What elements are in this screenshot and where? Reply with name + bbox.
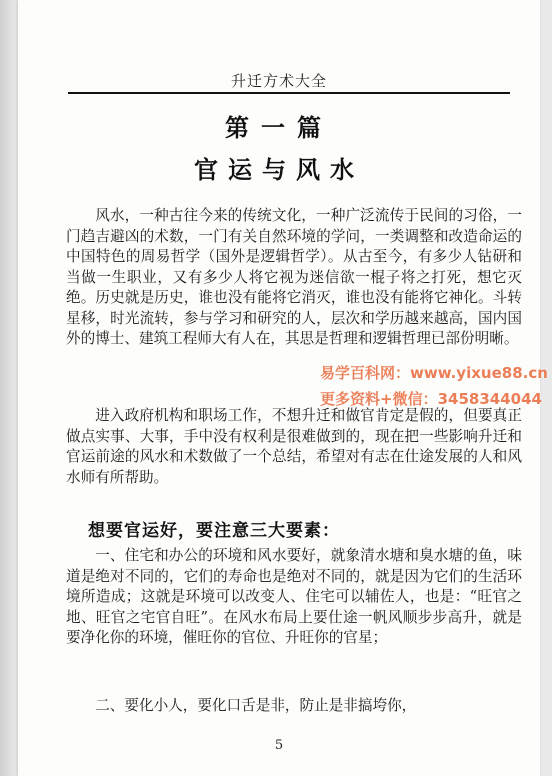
paragraph-1: 风水，一种古往今来的传统文化，一种广泛流传于民间的习俗，一门趋吉避凶的术数，一门有关自然环境的学问，一类调整和改造命运的中国特色的周易哲学（国外是逻辑哲学）。从古至今，有多少人钻研和当做一生职业，又有多少人将它视为迷信欲一棍子将之打死，想它灭绝。历史就是历史，谁也没有能将它消灭，谁也没有能将它神化。斗转星移，时光流转，参与学习和研究的人，层次和学历越来越高，国内国外的博士、建筑工程师大有人在，其思是哲理和逻辑哲理已部份明晰。 xyxy=(66,207,522,347)
running-head: 升迁方术大全 xyxy=(230,72,327,90)
chapter-title: 官运与风水 xyxy=(194,155,364,184)
paragraph-3: 一、住宅和办公的环境和风水要好，就象清水塘和臭水塘的鱼，味道是绝对不同的，它们的寿命也是绝对不同的，就是因为它们的生活环境所造成；这就是环境可以改变人、住宅可以辅佐人，也是：“旺官之地、旺官之宅官自旺”。在风水布局上要仕途一帆风顺步步高升，就是要净化你的环境，催旺你的官位、升旺你的官星； xyxy=(66,547,522,646)
part-title: 第一篇 xyxy=(225,113,333,142)
paragraph-4: 二、要化小人，要化口舌是非，防止是非搞垮你， xyxy=(95,697,417,714)
page-number: 5 xyxy=(274,738,284,753)
watermark-line-1: 易学百科网：www.yixue88.cn xyxy=(320,364,548,382)
book-page xyxy=(18,0,540,776)
binding-shadow xyxy=(0,0,18,776)
watermark-line-2: 更多资料+微信：3458344044 xyxy=(320,390,542,408)
header-rule xyxy=(68,92,510,94)
section-subhead: 想要官运好，要注意三大要素： xyxy=(88,521,340,541)
paragraph-2: 进入政府机构和职场工作，不想升迁和做官肯定是假的，但要真正做点实事、大事，手中没有权利是很难做到的，现在把一些影响升迁和官运前途的风水和术数做了一个总结，希望对有志在仕途发展的人和风水师有所帮助。 xyxy=(66,407,522,486)
